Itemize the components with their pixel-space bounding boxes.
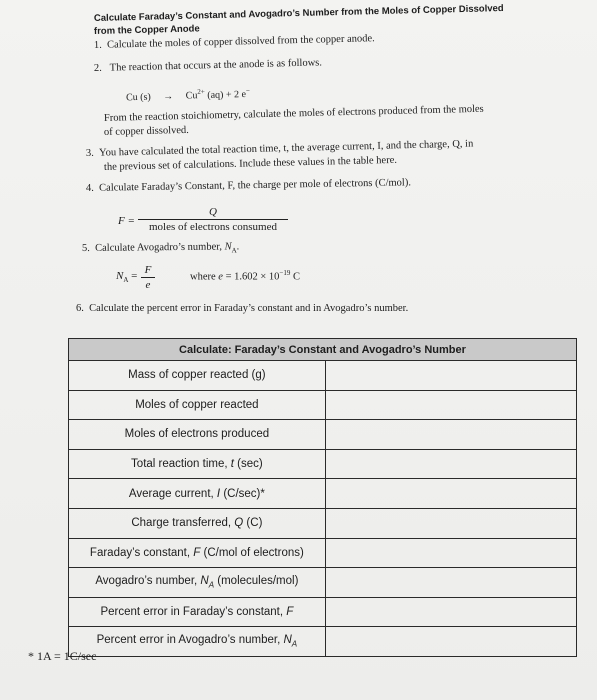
table-row — [69, 627, 577, 657]
value-cell-moles-copper[interactable] — [325, 390, 576, 420]
value-cell-faraday-constant[interactable] — [325, 538, 576, 568]
stoich-instruction: From the reaction stoichiometry, calculate the moles of electrons produced from the moles — [103, 103, 484, 124]
faraday-fraction — [138, 206, 288, 233]
faraday-numerator: Q — [209, 206, 217, 218]
row-label: Moles of copper reacted — [69, 390, 326, 420]
fraction-bar — [141, 277, 155, 278]
table-row — [69, 390, 577, 420]
value-cell-reaction-time[interactable] — [325, 449, 576, 479]
electron-charge-note: where $e = 1.602 \times 10^{-19}$ C — [190, 269, 301, 283]
value-cell-charge[interactable] — [325, 508, 576, 538]
row-label: Total reaction time, t (sec) — [69, 449, 326, 479]
table-row — [69, 479, 577, 509]
stoich-instruction-line2: of copper dissolved. — [103, 124, 189, 138]
value-cell-avogadro-error[interactable] — [325, 627, 576, 657]
avogadro-eq-lhs: $N_A$ = — [116, 270, 138, 285]
table-row — [69, 449, 577, 479]
table-row — [69, 508, 577, 538]
avogadro-fraction — [141, 264, 155, 291]
results-table — [68, 338, 577, 657]
value-cell-mass-copper[interactable] — [325, 361, 576, 391]
table-header-row — [69, 339, 577, 361]
reaction-right: $Cu^{2+}$ (aq) + 2 e− — [185, 86, 250, 102]
row-label: Average current, I (C/sec)* — [69, 479, 326, 509]
value-cell-avogadro-number[interactable] — [325, 568, 576, 598]
table-row — [69, 538, 577, 568]
table-row — [69, 597, 577, 627]
step-1: 1. Calculate the moles of copper dissolved from the copper anode. — [93, 33, 375, 51]
step-2: 2. The reaction that occurs at the anode is as follows. — [93, 57, 323, 74]
anode-reaction — [126, 88, 250, 103]
row-label: Moles of electrons produced — [69, 420, 326, 450]
row-label: Percent error in Avogadro’s number, $N_A$ — [69, 627, 326, 657]
avogadro-numerator: F — [144, 264, 152, 276]
worksheet-title: Calculate Faraday’s Constant and Avogadro’s Number from the Moles of Copper Dissolved — [93, 2, 504, 24]
value-cell-moles-electrons[interactable] — [325, 420, 576, 450]
footnote: * 1A = 1C/sec — [28, 649, 97, 663]
row-label: Avogadro’s number, $N_A$ (molecules/mol) — [69, 568, 326, 598]
row-label: Percent error in Faraday’s constant, F — [69, 597, 326, 627]
table-header: Calculate: Faraday’s Constant and Avogadro’s Number — [69, 339, 577, 361]
step-4: 4. Calculate Faraday’s Constant, F, the charge per mole of electrons (C/mol). — [85, 177, 412, 194]
table-row — [69, 420, 577, 450]
faraday-eq-lhs: F = — [118, 215, 135, 227]
row-label: Charge transferred, Q (C) — [69, 508, 326, 538]
step-3: 3. You have calculated the total reaction time, t, the average current, I, and the charge, Q, in — [85, 138, 474, 159]
value-cell-faraday-error[interactable] — [325, 597, 576, 627]
value-cell-average-current[interactable] — [325, 479, 576, 509]
reaction-arrow: → — [163, 91, 174, 103]
worksheet-title-line2: from the Copper Anode — [93, 23, 200, 37]
step-5: 5. Calculate Avogadro’s number, $N_A$. — [81, 241, 240, 255]
fraction-bar — [138, 219, 288, 220]
row-label: Faraday’s constant, F (C/mol of electrons) — [69, 538, 326, 568]
reaction-left: Cu (s) — [125, 91, 151, 104]
avogadro-denominator: e — [145, 279, 151, 291]
table-row — [69, 568, 577, 598]
step-6: 6. Calculate the percent error in Faraday’s constant and in Avogadro’s number. — [76, 303, 409, 314]
row-label: Mass of copper reacted (g) — [69, 361, 326, 391]
step-3-line2: the previous set of calculations. Include these values in the table here. — [103, 154, 398, 173]
table-row — [69, 361, 577, 391]
faraday-denominator: moles of electrons consumed — [149, 221, 277, 233]
